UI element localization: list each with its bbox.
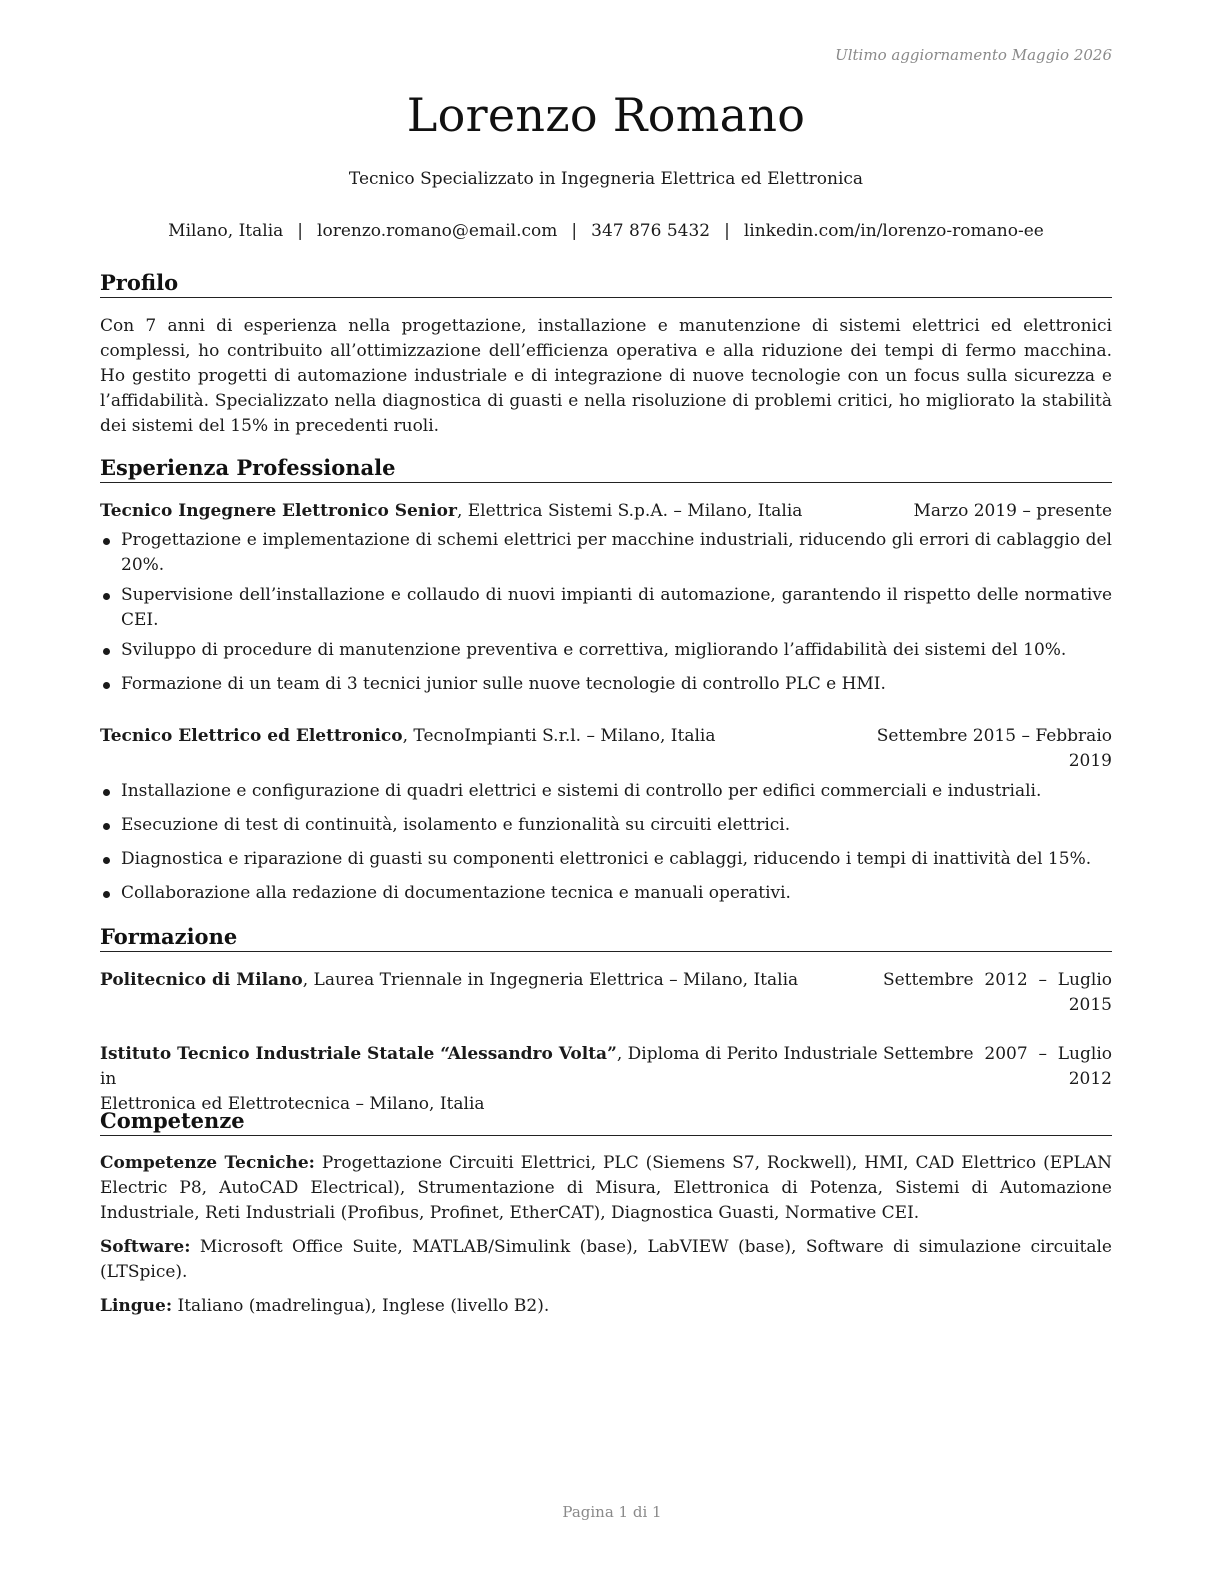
list-item: Supervisione dell’installazione e collaudo di nuovi impianti di automazione, garantendo il rispetto delle normative CEI.	[100, 583, 1112, 633]
job-dates-line: Settembre 2015 – Febbraio	[876, 726, 1112, 746]
list-item: Formazione di un team di 3 tecnici junior sulle nuove tecnologie di controllo PLC e HMI.	[100, 672, 1112, 697]
skills-software	[100, 1235, 1112, 1285]
job-header	[100, 724, 1112, 774]
job-dates: Marzo 2019 – presente	[913, 501, 1112, 521]
education-dates	[883, 1042, 1112, 1117]
skills-languages-label: Lingue:	[100, 1296, 173, 1316]
list-item: Collaborazione alla redazione di documentazione tecnica e manuali operativi.	[100, 881, 1112, 906]
skills-technical-label: Competenze Tecniche:	[100, 1153, 315, 1173]
contact-separator: |	[571, 221, 578, 241]
skills-software-label: Software:	[100, 1237, 191, 1257]
list-item: Diagnostica e riparazione di guasti su componenti elettronici e cablaggi, riducendo i tempi di inattività del 15%.	[100, 847, 1112, 872]
job-role: Tecnico Elettrico ed Elettronico	[100, 726, 403, 746]
list-item: Progettazione e implementazione di schemi elettrici per macchine industriali, riducendo gli errori di cablaggio del 20%.	[100, 528, 1112, 578]
profile-text: Con 7 anni di esperienza nella progettazione, installazione e manutenzione di sistemi elettrici ed elettronici complessi, ho contribuito all’ottimizzazione dell’efficienza operativa e alla riduzione dei tempi di fermo macchina. Ho gestito progetti di automazione industriale e di integrazione di nuove tecnologie con un focus sulla sicurezza e l’affidabilità. Specializzato nella diagnostica di guasti e nella risoluzione di problemi critici, ho migliorato la stabilità dei sistemi del 15% in precedenti ruoli.	[100, 316, 1112, 436]
candidate-name: Lorenzo Romano	[406, 88, 806, 142]
candidate-subtitle: Tecnico Specializzato in Ingegneria Elettrica ed Elettronica	[348, 169, 864, 189]
education-detail: , Diploma di Perito Industriale in	[100, 1044, 878, 1089]
section-title-profile: Profilo	[100, 270, 1112, 298]
education-item	[100, 968, 1112, 1018]
skills-languages	[100, 1294, 1112, 1319]
contact-location: Milano, Italia	[168, 221, 284, 241]
education-school: Istituto Tecnico Industriale Statale “Alessandro Volta”	[100, 1044, 617, 1064]
skills-technical	[100, 1151, 1112, 1226]
contact-line	[100, 221, 1112, 241]
skills-technical-text: Progettazione Circuiti Elettrici, PLC (Siemens S7, Rockwell), HMI, CAD Elettrico (EPLAN Electric P8, AutoCAD Electrical), Strumentazione di Misura, Elettronica di Potenza, Sistemi di Automazione Industriale, Reti Industriali (Profibus, Profinet, EtherCAT), Diagnostica Guasti, Normative CEI.	[100, 1153, 1112, 1223]
section-title-education: Formazione	[100, 924, 1112, 952]
section-title-skills: Competenze	[100, 1108, 1112, 1136]
education-detail: Elettronica ed Elettrotecnica – Milano, Italia	[100, 1094, 485, 1114]
list-item: Installazione e configurazione di quadri elettrici e sistemi di controllo per edifici commerciali e industriali.	[100, 779, 1112, 804]
education-dates-line: 2012	[1068, 1069, 1112, 1089]
list-item: Esecuzione di test di continuità, isolamento e funzionalità su circuiti elettrici.	[100, 813, 1112, 838]
page-number: Pagina 1 di 1	[562, 1503, 662, 1521]
skills-software-text: Microsoft Office Suite, MATLAB/Simulink (base), LabVIEW (base), Software di simulazione circuitale (LTSpice).	[100, 1237, 1112, 1282]
job-company: , TecnoImpianti S.r.l. – Milano, Italia	[402, 726, 716, 746]
education-dates-line: 2015	[1068, 995, 1112, 1015]
education-school: Politecnico di Milano	[100, 970, 303, 990]
education-dates-line: Settembre 2012 – Luglio	[882, 970, 1112, 990]
education-dates-line: Settembre 2007 – Luglio	[882, 1044, 1112, 1064]
job-dates-line: 2019	[1068, 751, 1112, 771]
job-bullets	[100, 528, 1112, 697]
list-item: Sviluppo di procedure di manutenzione preventiva e correttiva, migliorando l’affidabilità dei sistemi del 10%.	[100, 638, 1112, 663]
job-role: Tecnico Ingegnere Elettronico Senior	[100, 501, 457, 521]
job-company: , Elettrica Sistemi S.p.A. – Milano, Italia	[456, 501, 803, 521]
contact-linkedin[interactable]: linkedin.com/in/lorenzo-romano-ee	[743, 221, 1044, 241]
skills-languages-text: Italiano (madrelingua), Inglese (livello B2).	[172, 1296, 550, 1316]
job-bullets	[100, 779, 1112, 906]
education-detail: , Laurea Triennale in Ingegneria Elettrica – Milano, Italia	[302, 970, 799, 990]
job-header	[100, 499, 1112, 524]
contact-phone[interactable]: 347 876 5432	[591, 221, 711, 241]
last-updated: Ultimo aggiornamento Maggio 2026	[835, 46, 1112, 64]
job-dates	[877, 724, 1112, 774]
section-title-experience: Esperienza Professionale	[100, 455, 1112, 483]
education-dates	[883, 968, 1112, 1018]
contact-separator: |	[297, 221, 304, 241]
education-item	[100, 1042, 1112, 1117]
contact-email[interactable]: lorenzo.romano@email.com	[317, 221, 558, 241]
contact-separator: |	[724, 221, 730, 241]
